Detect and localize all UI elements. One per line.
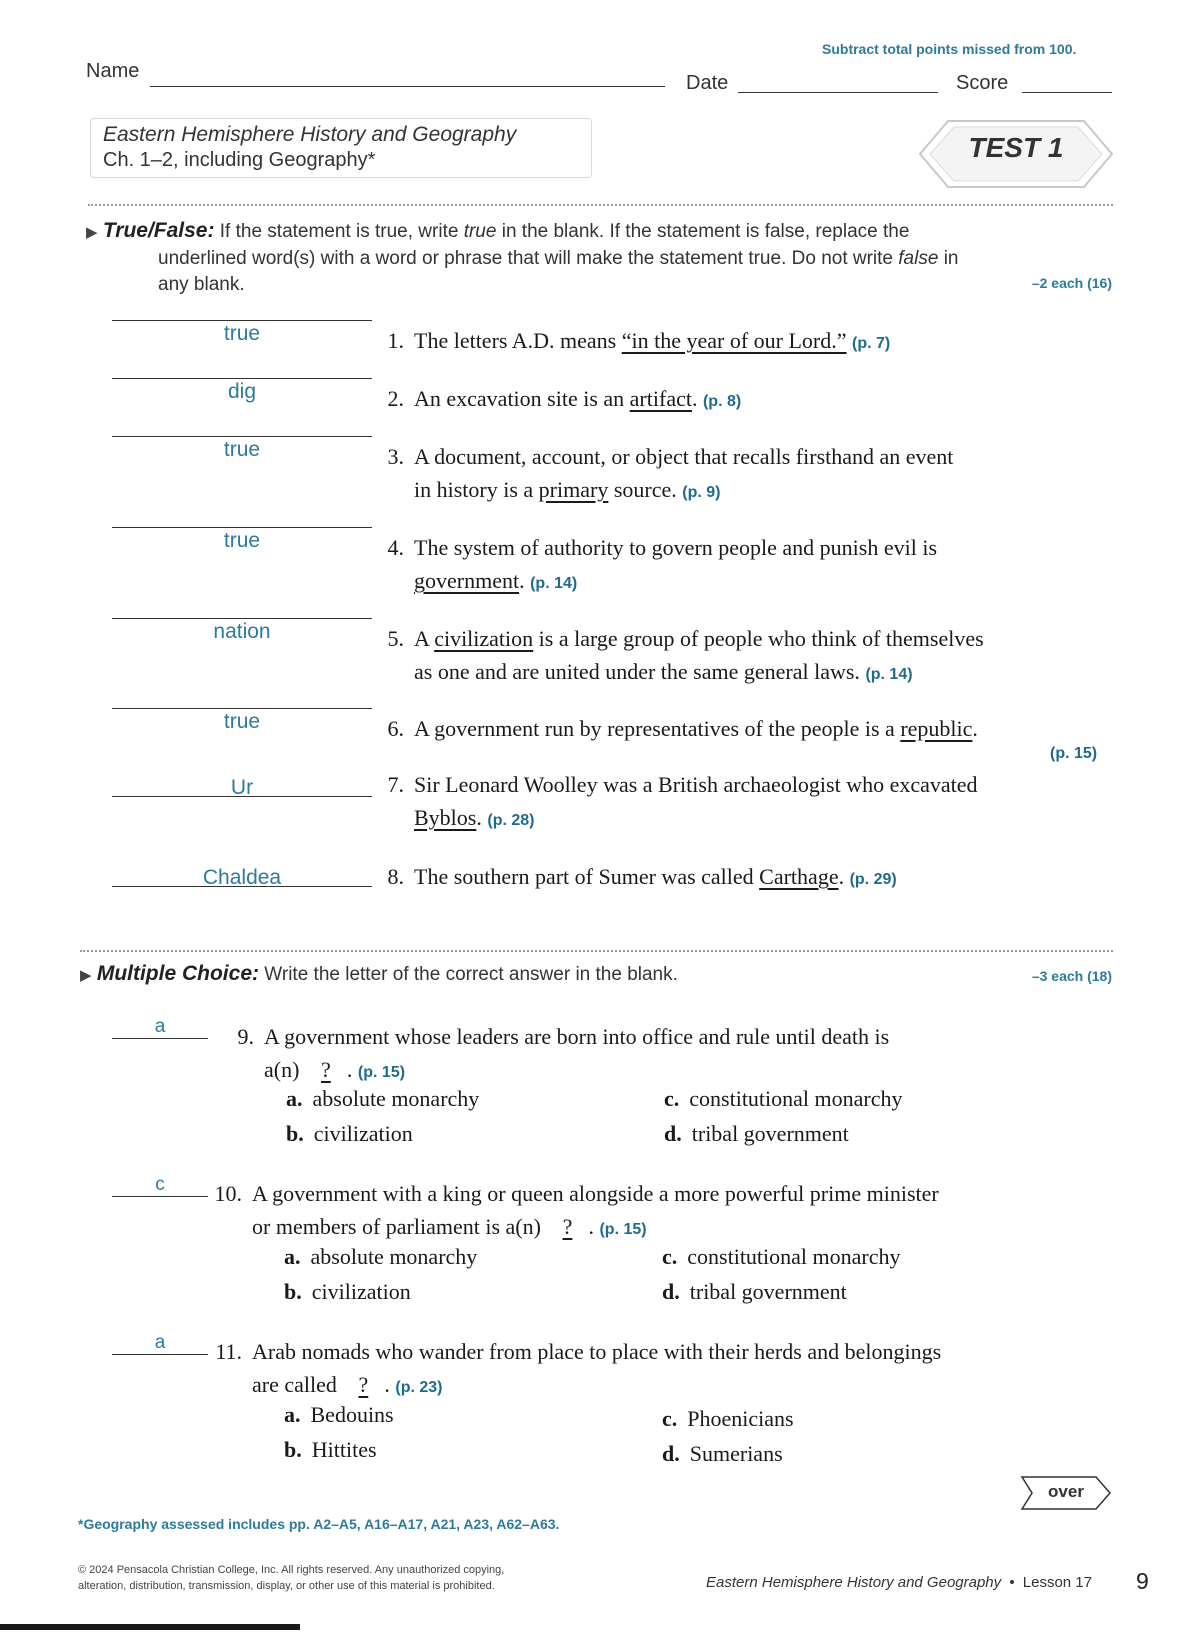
footer-lesson: Lesson 17 [1022,1574,1092,1591]
answer-blank-5[interactable] [112,618,372,619]
page-ref: (p. 15) [599,1221,647,1238]
answer-9: a [154,1016,166,1037]
question-3 [370,440,953,509]
footnote: *Geography assessed includes pp. A2–A5, A16–A17, A21, A23, A62–A63. [78,1516,560,1532]
question-number: 2. [387,386,404,411]
over-label: over [1048,1482,1084,1501]
option-11d: d. Sumerians [662,1441,783,1466]
question-text: source. [608,477,677,502]
page-ref: (p. 15) [357,1064,406,1081]
tf-instr-3: underlined word(s) with a word or phrase that will make the statement true. Do not write [158,248,893,269]
question-5 [370,622,984,691]
question-text: A government with a king or queen alongside a more powerful prime minister [252,1181,939,1206]
answer-blank-9[interactable] [112,1038,208,1039]
option-10b: b. civilization [284,1279,411,1304]
question-text: The system of authority to govern people and punish evil is [414,535,938,560]
multiple-choice-title: Multiple Choice: [96,962,259,985]
answer-8: Chaldea [202,866,282,889]
question-text: . [476,805,482,830]
page-ref: (p. 14) [865,666,913,683]
page-ref: (p. 9) [682,484,721,501]
course-title: Eastern Hemisphere History and Geography [103,123,517,146]
question-blank: ? [562,1214,573,1239]
question-number: 6. [387,716,404,741]
question-6 [370,712,978,745]
true-false-title: True/False: [102,219,215,242]
underlined-term: Byblos [414,805,477,830]
tf-instr-1: If the statement is true, write [219,221,459,242]
name-label: Name [86,60,140,82]
copyright-line: © 2024 Pensacola Christian College, Inc. All rights reserved. Any unauthorized copying, [78,1564,505,1576]
score-field[interactable] [1022,92,1112,93]
question-text: . [838,864,845,889]
question-text: Arab nomads who wander from place to place with their herds and belongings [252,1339,942,1364]
page-number: 9 [1136,1568,1149,1594]
question-text: in history is a [414,477,539,502]
tf-instr-2: in the blank. If the statement is false, replace the [501,221,910,242]
score-note: Subtract total points missed from 100. [822,41,1077,57]
question-text: are called [252,1372,343,1397]
page-ref: (p. 28) [487,812,535,829]
answer-blank-6[interactable] [112,708,372,709]
question-number: 4. [387,535,404,560]
page-ref: (p. 8) [702,393,742,410]
score-label: Score [956,72,1009,94]
question-number: 8. [387,864,404,889]
answer-blank-1[interactable] [112,320,372,321]
scan-edge [0,1624,300,1630]
tf-instr-false: false [898,248,939,269]
page-ref-6: (p. 15) [1050,745,1098,762]
answer-5: nation [213,620,271,643]
question-text: A government run by representatives of the people is a [414,716,901,741]
course-title-box [90,118,592,178]
course-subtitle: Ch. 1–2, including Geography* [103,149,376,171]
question-1 [370,324,890,360]
underlined-term: government [414,568,520,593]
name-field[interactable] [150,86,665,87]
true-false-instructions [86,218,1116,298]
question-text: A government whose leaders are born into office and rule until death is [264,1024,890,1049]
option-11a: a. Bedouins [284,1402,394,1427]
question-number: 5. [387,626,404,651]
question-text: . [519,568,525,593]
section-divider [80,950,1113,952]
question-number: 9. [237,1024,254,1049]
answer-blank-3[interactable] [112,436,372,437]
question-text: as one and are united under the same general laws. [414,659,860,684]
multiple-choice-points: –3 each (18) [1031,968,1112,984]
tf-instr-true: true [463,221,497,242]
option-10a: a. absolute monarchy [284,1244,478,1269]
question-11 [208,1335,941,1404]
question-text: A document, account, or object that recalls firsthand an event [414,444,954,469]
date-label: Date [686,72,729,94]
underlined-term: artifact [629,386,692,411]
option-9c: c. constitutional monarchy [664,1086,903,1111]
answer-blank-10[interactable] [112,1196,208,1197]
question-number: 11. [215,1339,242,1364]
option-9b: b. civilization [286,1121,413,1146]
question-number: 1. [387,328,404,353]
answer-blank-2[interactable] [112,378,372,379]
question-text: A [414,626,435,651]
footer-book-title: Eastern Hemisphere History and Geography [706,1574,1002,1591]
option-9d: d. tribal government [664,1121,849,1146]
question-number: 7. [387,772,404,797]
underlined-term: Carthage [759,864,839,889]
option-10c: c. constitutional monarchy [662,1244,901,1269]
question-10 [208,1177,939,1246]
triangle-bullet-icon: ▶ [80,967,92,984]
answer-7: Ur [230,776,254,799]
question-text: . [346,1057,353,1082]
answer-4: true [223,529,261,552]
copyright [78,1562,504,1594]
answer-6: true [223,710,261,733]
option-11c: c. Phoenicians [662,1406,794,1431]
answer-blank-4[interactable] [112,527,372,528]
page-ref: (p. 29) [849,871,897,888]
question-text: . [691,386,698,411]
answer-1: true [223,322,261,345]
multiple-choice-instructions [80,962,678,986]
underlined-term: republic [900,716,973,741]
tf-instr-4: in [943,248,959,269]
question-2 [370,382,741,418]
underlined-term: primary [538,477,609,502]
mc-instructions: Write the letter of the correct answer in the blank. [264,964,678,985]
test-badge: TEST 1 [968,132,1064,163]
page-ref: (p. 23) [395,1379,443,1396]
question-text: . [588,1214,594,1239]
question-text: Sir Leonard Woolley was a British archaeologist who excavated [414,772,978,797]
question-blank: ? [358,1372,369,1397]
answer-10: c [155,1174,165,1195]
option-11b: b. Hittites [284,1437,377,1462]
option-9a: a. absolute monarchy [286,1086,480,1111]
page-ref: (p. 7) [852,335,891,352]
tf-instr-5: any blank. [158,274,245,295]
question-9 [220,1020,889,1089]
footer-bullet: • [1009,1574,1015,1591]
question-4 [370,531,937,600]
question-number: 10. [214,1181,242,1206]
answer-blank-11[interactable] [112,1354,208,1355]
question-7 [370,768,978,837]
underlined-term: civilization [434,626,534,651]
footer-book [706,1574,1092,1591]
date-field[interactable] [738,92,938,93]
question-text: is a large group of people who think of themselves [533,626,984,651]
question-text: The letters A.D. means [414,328,622,353]
question-text: The southern part of Sumer was called [414,864,760,889]
answer-3: true [223,438,261,461]
question-text: a(n) [264,1057,305,1082]
question-text: or members of parliament is a(n) [252,1214,547,1239]
question-text: An excavation site is an [414,386,630,411]
triangle-bullet-icon: ▶ [86,224,98,241]
section-divider [88,204,1113,206]
question-text: . [384,1372,390,1397]
question-number: 3. [387,444,404,469]
answer-2: dig [227,380,257,403]
true-false-points: –2 each (16) [1031,275,1112,291]
question-8 [370,860,897,896]
question-text: . [972,716,978,741]
question-blank: ? [321,1057,331,1082]
option-10d: d. tribal government [662,1279,847,1304]
copyright-line: alteration, distribution, transmission, display, or other use of this material is prohibited. [78,1580,495,1592]
underlined-term: “in the year of our Lord.” [621,328,847,353]
answer-11: a [154,1332,166,1353]
page-ref: (p. 14) [530,575,578,592]
